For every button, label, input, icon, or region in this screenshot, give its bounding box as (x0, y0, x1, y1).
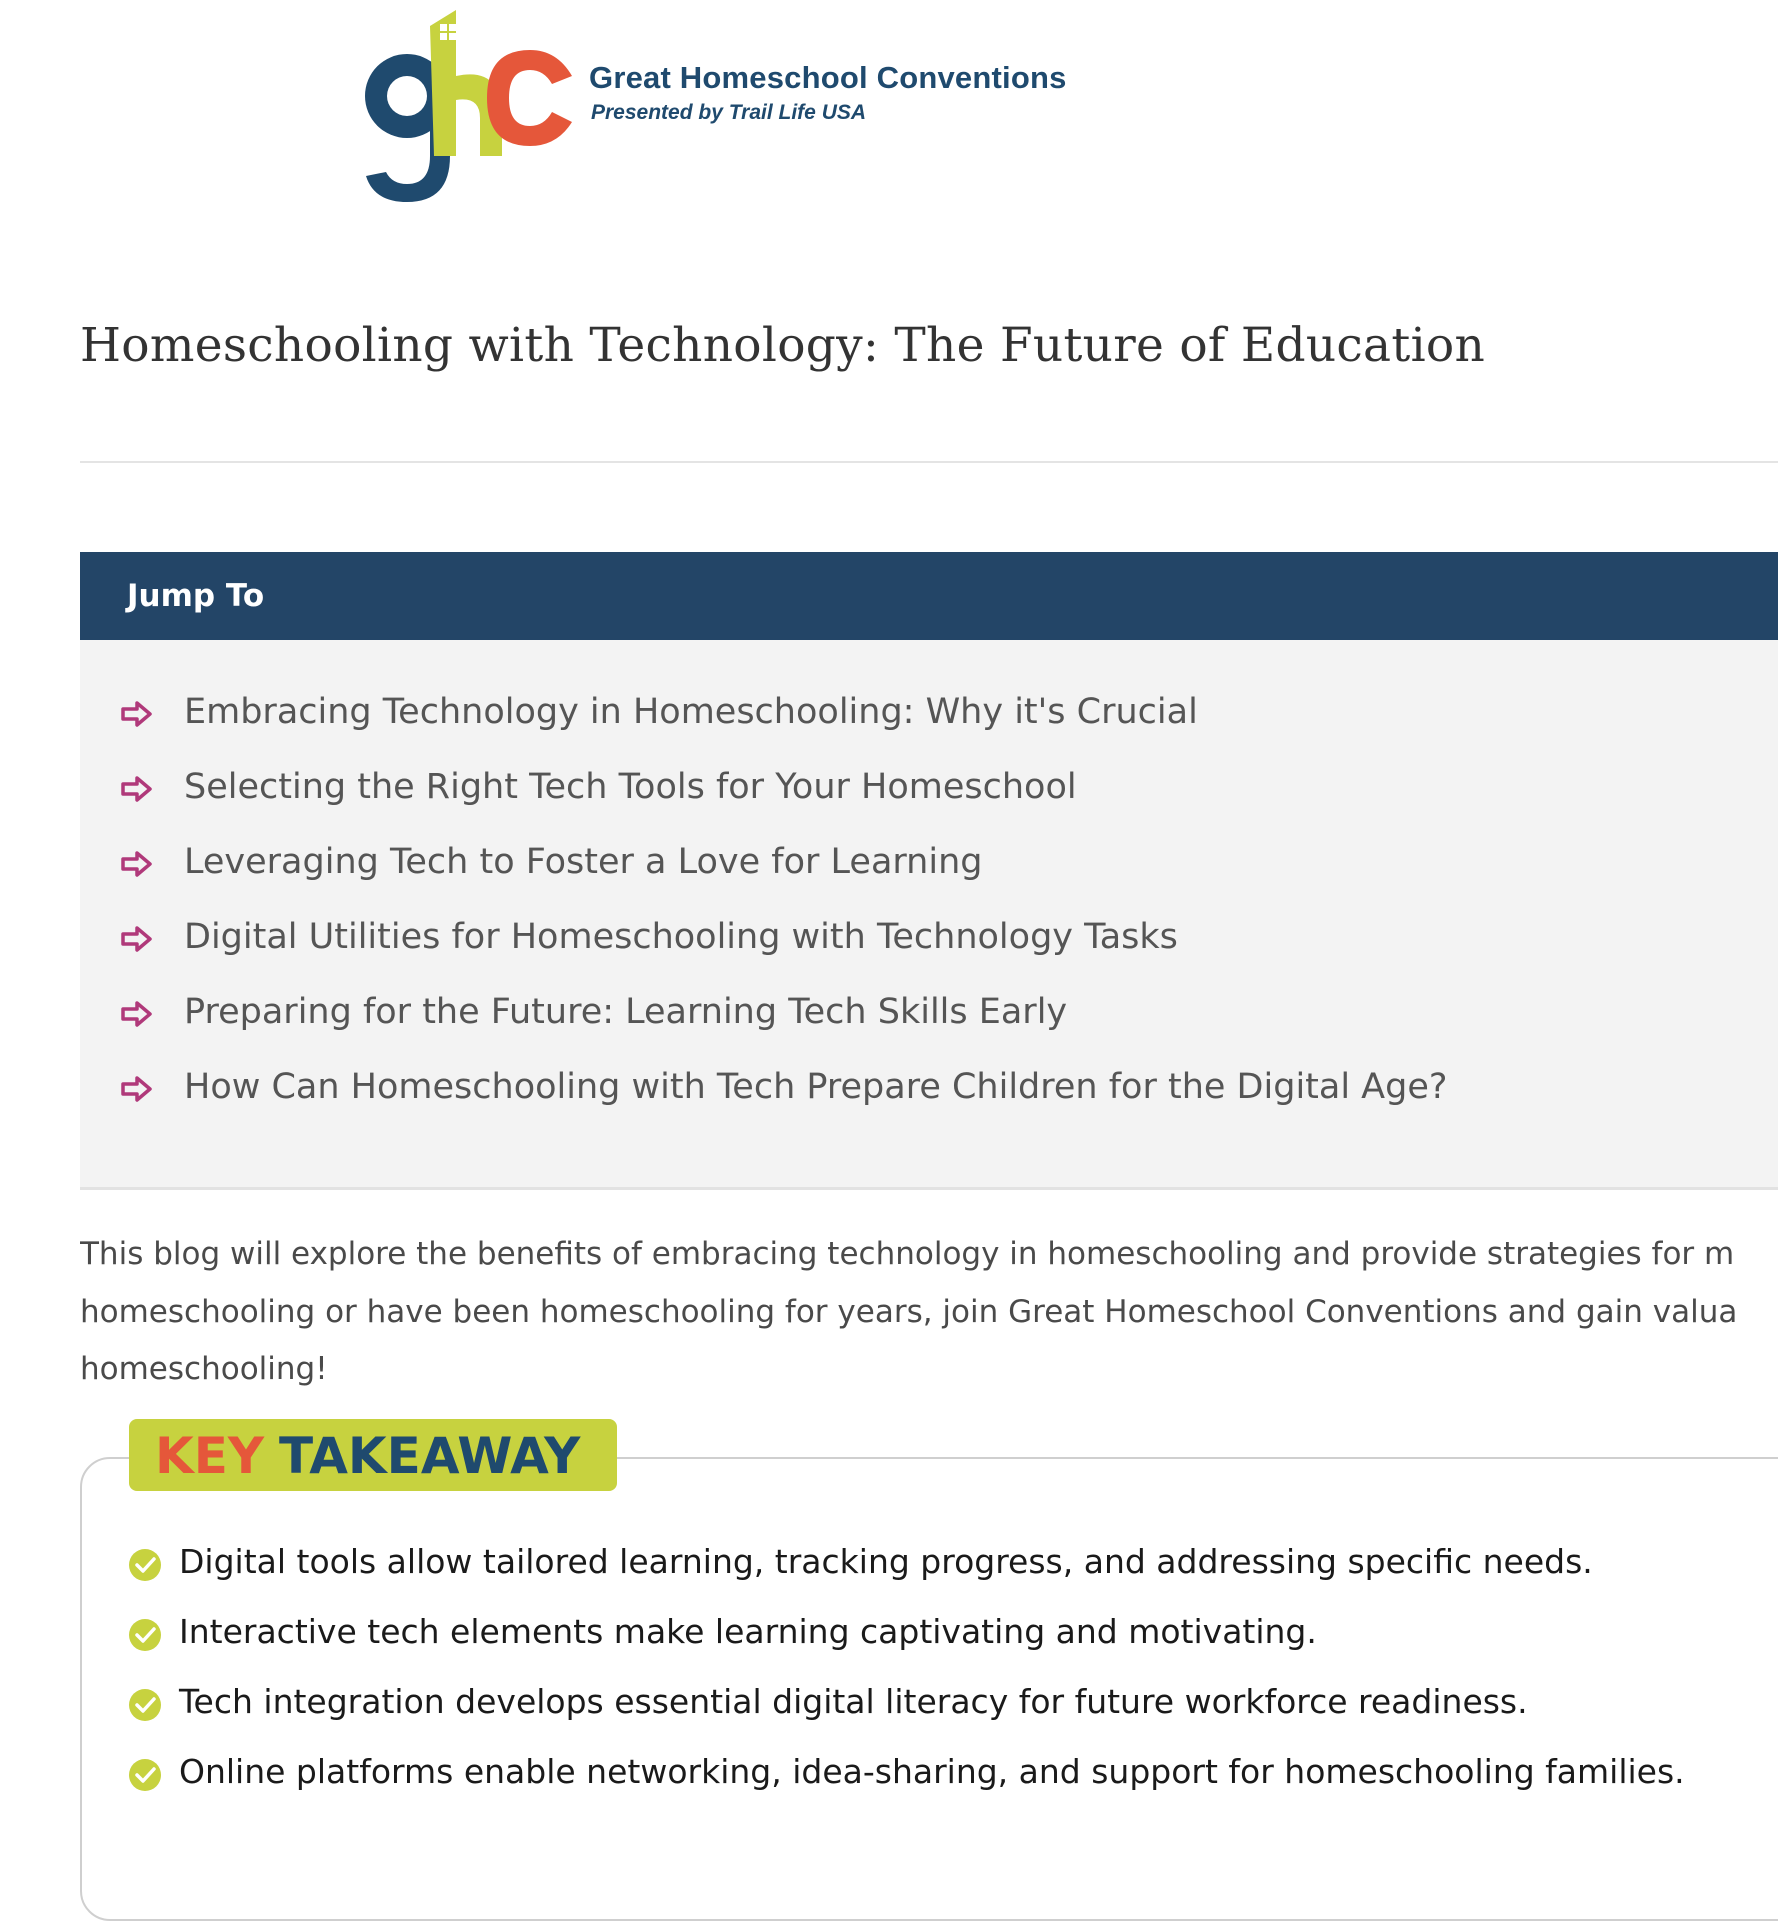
toc-link[interactable]: Selecting the Right Tech Tools for Your Homeschool (184, 767, 1077, 807)
check-circle-icon (128, 1758, 162, 1792)
takeaway-text: Tech integration develops essential digital literacy for future workforce readiness. (179, 1682, 1528, 1721)
takeaway-text: Interactive tech elements make learning captivating and motivating. (179, 1612, 1317, 1651)
badge-takeaway-text: TAKEAWAY (279, 1427, 581, 1485)
toc-item[interactable] (80, 692, 1680, 742)
intro-line: homeschooling! (80, 1351, 328, 1387)
toc-title: Jump To (127, 578, 265, 614)
takeaway-item (128, 1542, 1768, 1592)
toc-link[interactable]: Embracing Technology in Homeschooling: Why it's Crucial (184, 692, 1198, 732)
brand-name[interactable]: Great Homeschool Conventions (589, 60, 1067, 95)
check-circle-icon (128, 1688, 162, 1722)
toc-item[interactable] (80, 1067, 1680, 1117)
check-circle-icon (128, 1618, 162, 1652)
takeaway-text: Digital tools allow tailored learning, tracking progress, and addressing specific needs. (179, 1542, 1593, 1581)
right-arrow-icon (120, 700, 153, 728)
takeaway-text: Online platforms enable networking, idea-sharing, and support for homeschooling families. (179, 1752, 1685, 1791)
right-arrow-icon (120, 850, 153, 878)
right-arrow-icon (120, 925, 153, 953)
intro-line: homeschooling or have been homeschooling for years, join Great Homeschool Conventions and gain valua (80, 1293, 1738, 1330)
brand-tagline: Presented by Trail Life USA (591, 101, 867, 124)
toc-item[interactable] (80, 992, 1680, 1042)
intro-paragraph (80, 1226, 1778, 1399)
right-arrow-icon (120, 1075, 153, 1103)
toc-link[interactable]: Preparing for the Future: Learning Tech Skills Early (184, 992, 1068, 1032)
key-takeaway-badge (129, 1419, 617, 1491)
toc-link[interactable]: Digital Utilities for Homeschooling with Technology Tasks (184, 917, 1178, 957)
toc-link[interactable]: How Can Homeschooling with Tech Prepare Children for the Digital Age? (184, 1067, 1448, 1107)
takeaway-item (128, 1682, 1768, 1732)
table-of-contents (80, 640, 1778, 1190)
page-title: Homeschooling with Technology: The Future of Education (80, 318, 1486, 373)
takeaway-item (128, 1752, 1768, 1802)
toc-header[interactable] (80, 552, 1778, 640)
intro-line: This blog will explore the benefits of embracing technology in homeschooling and provide strategies for m (80, 1236, 1735, 1272)
toc-item[interactable] (80, 842, 1680, 892)
divider (80, 461, 1778, 463)
ghc-logo[interactable] (352, 6, 572, 202)
toc-link[interactable]: Leveraging Tech to Foster a Love for Learning (184, 842, 983, 882)
right-arrow-icon (120, 1000, 153, 1028)
takeaway-item (128, 1612, 1768, 1662)
toc-item[interactable] (80, 767, 1680, 817)
badge-key-text: KEY (155, 1427, 265, 1485)
toc-item[interactable] (80, 917, 1680, 967)
right-arrow-icon (120, 775, 153, 803)
check-circle-icon (128, 1548, 162, 1582)
